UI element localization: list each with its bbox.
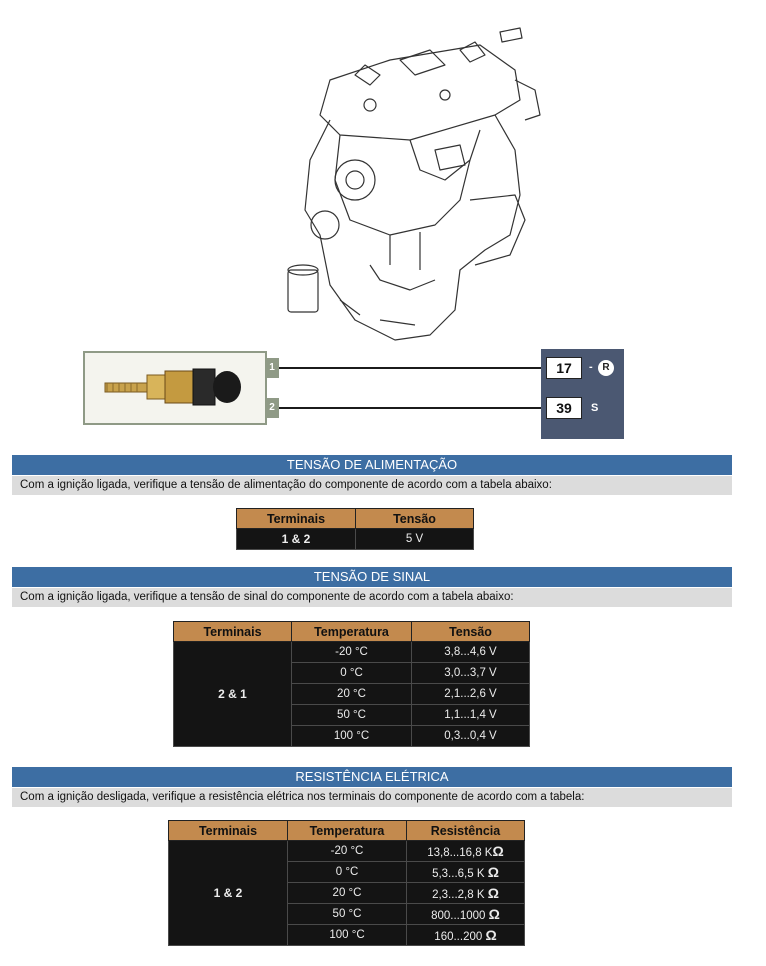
cell-temperatura: 100 °C — [292, 726, 412, 747]
cell-resistencia — [407, 925, 525, 946]
cell-tensao: 5 V — [356, 529, 474, 550]
cell-resistencia — [407, 883, 525, 904]
table-row — [174, 642, 530, 663]
cell-temperatura: -20 °C — [288, 841, 407, 862]
table-alimentacao — [236, 508, 474, 550]
resistance-value: 800...1000 — [431, 910, 486, 922]
table-row — [169, 841, 525, 862]
temperature-sensor-image — [85, 353, 265, 423]
cell-temperatura: 50 °C — [292, 705, 412, 726]
table-row — [237, 529, 474, 550]
col-terminais: Terminais — [169, 821, 288, 841]
cell-tensao: 3,0...3,7 V — [412, 663, 530, 684]
ohm-icon: Ω — [485, 927, 497, 943]
cell-temperatura: 0 °C — [292, 663, 412, 684]
cell-resistencia — [407, 841, 525, 862]
cell-tensao: 0,3...0,4 V — [412, 726, 530, 747]
cell-tensao: 2,1...2,6 V — [412, 684, 530, 705]
engine-illustration — [270, 20, 560, 350]
reference-symbol: R — [598, 360, 614, 376]
cell-terminais: 1 & 2 — [169, 841, 288, 946]
section-title-resistencia: RESISTÊNCIA ELÉTRICA — [12, 767, 732, 787]
col-terminais: Terminais — [174, 622, 292, 642]
cell-temperatura: 100 °C — [288, 925, 407, 946]
cell-temperatura: 0 °C — [288, 862, 407, 883]
table-resistencia — [168, 820, 525, 946]
col-terminais: Terminais — [237, 509, 356, 529]
section-desc-resistencia: Com a ignição desligada, verifique a resistência elétrica nos terminais do componente de acordo com a tabela: — [12, 788, 732, 807]
ecu-pin-17: 17 — [546, 357, 582, 379]
section-title-sinal: TENSÃO DE SINAL — [12, 567, 732, 587]
col-temperatura: Temperatura — [288, 821, 407, 841]
section-desc-sinal: Com a ignição ligada, verifique a tensão de sinal do componente de acordo com a tabela abaixo: — [12, 588, 732, 607]
ohm-icon: Ω — [488, 906, 500, 922]
col-tensao: Tensão — [412, 622, 530, 642]
table-sinal — [173, 621, 530, 747]
ecu-pin-39: 39 — [546, 397, 582, 419]
cell-temperatura: 50 °C — [288, 904, 407, 925]
resistance-value: 5,3...6,5 K — [432, 868, 485, 880]
section-desc-alimentacao: Com a ignição ligada, verifique a tensão de alimentação do componente de acordo com a tabela abaixo: — [12, 476, 732, 495]
cell-resistencia — [407, 862, 525, 883]
col-resistencia: Resistência — [407, 821, 525, 841]
cell-tensao: 1,1...1,4 V — [412, 705, 530, 726]
wire-1 — [279, 367, 541, 369]
wire-2 — [279, 407, 541, 409]
cell-resistencia — [407, 904, 525, 925]
cell-temperatura: 20 °C — [292, 684, 412, 705]
cell-temperatura: -20 °C — [292, 642, 412, 663]
pin-39-signal-label: S — [591, 402, 599, 414]
terminal-2-tab: 2 — [265, 398, 279, 418]
cell-terminais: 2 & 1 — [174, 642, 292, 747]
cell-terminais: 1 & 2 — [237, 529, 356, 550]
terminal-1-tab: 1 — [265, 358, 279, 378]
resistance-value: 13,8...16,8 K — [427, 847, 493, 859]
resistance-value: 160...200 — [434, 931, 483, 943]
section-title-alimentacao: TENSÃO DE ALIMENTAÇÃO — [12, 455, 732, 475]
sensor-photo — [83, 351, 267, 425]
cell-temperatura: 20 °C — [288, 883, 407, 904]
cell-tensao: 3,8...4,6 V — [412, 642, 530, 663]
pin-17-dash: - — [589, 361, 593, 373]
ohm-icon: Ω — [487, 864, 499, 880]
ohm-icon: Ω — [487, 885, 499, 901]
col-tensao: Tensão — [356, 509, 474, 529]
resistance-value: 2,3...2,8 K — [432, 889, 485, 901]
ohm-icon: Ω — [492, 843, 504, 859]
col-temperatura: Temperatura — [292, 622, 412, 642]
